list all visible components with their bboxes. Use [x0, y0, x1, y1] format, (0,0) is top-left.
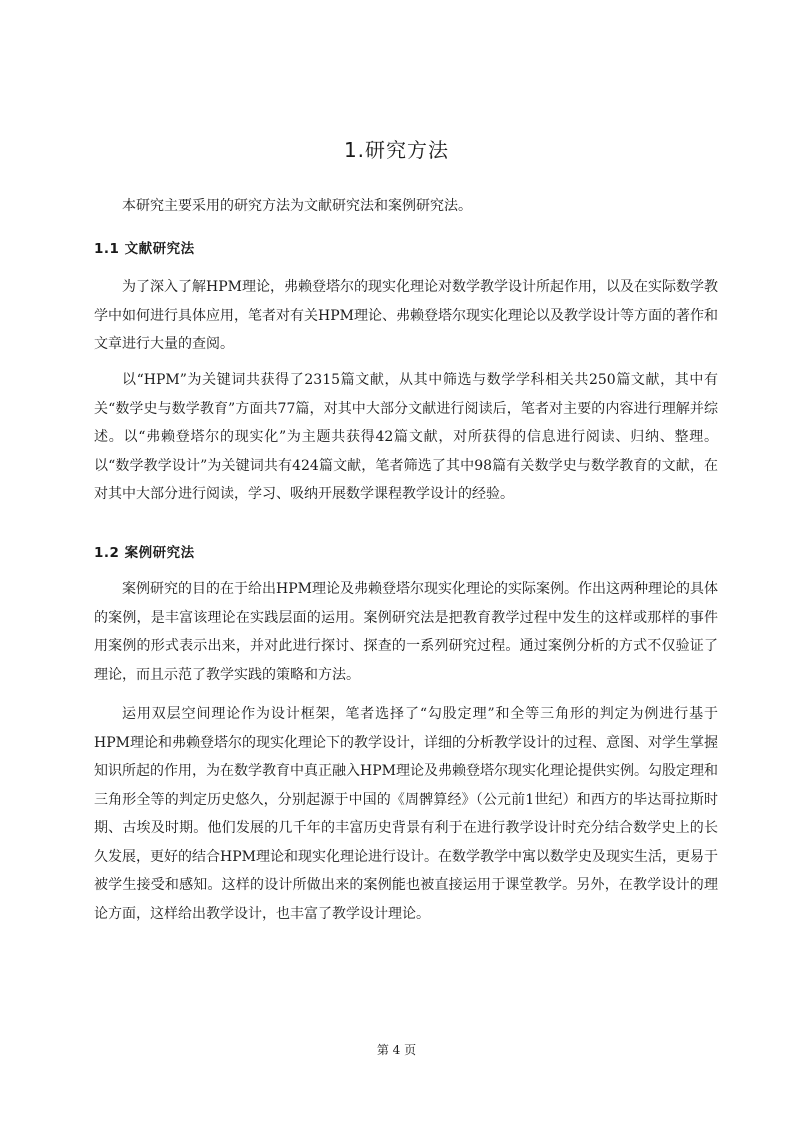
section-heading-case-study: 1.2 案例研究法 — [94, 545, 195, 561]
literature-paragraph-2: 以“HPM”为关键词共获得了2315篇文献，从其中筛选与数学学科相关共250篇文献，其中有关“数学史与数学教育”方面共77篇，对其中大部分文献进行阅读后，笔者对主要的内容进行理解并综述。以“弗赖登塔尔的现实化”为主题共获得42篇文献，对所获得的信息进行阅读、归纳、整理。以“数学教学设计”为关键词共有424篇文献，笔者筛选了其中98篇有关数学史与数学教育的文献，在对其中大部分进行阅读，学习、吸纳开展数学课程教学设计的经验。 — [94, 372, 718, 502]
section-heading-literature: 1.1 文献研究法 — [94, 241, 195, 257]
intro-paragraph: 本研究主要采用的研究方法为文献研究法和案例研究法。 — [122, 198, 472, 214]
literature-paragraph-1: 为了深入了解HPM理论，弗赖登塔尔的现实化理论对数学教学设计所起作用，以及在实际数学教学中如何进行具体应用，笔者对有关HPM理论、弗赖登塔尔现实化理论以及教学设计等方面的著作和文章进行大量的查阅。 — [94, 279, 718, 352]
case-study-paragraph-1: 案例研究的目的在于给出HPM理论及弗赖登塔尔现实化理论的实际案例。作出这两种理论的具体的案例，是丰富该理论在实践层面的运用。案例研究法是把教育教学过程中发生的这样或那样的事件用案例的形式表示出来，并对此进行探讨、探查的一系列研究过程。通过案例分析的方式不仅验证了理论，而且示范了教学实践的策略和方法。 — [94, 581, 718, 683]
page-number: 第 4 页 — [376, 1043, 417, 1057]
page-title: 1.研究方法 — [343, 138, 450, 162]
case-study-paragraph-2: 运用双层空间理论作为设计框架，笔者选择了“勾股定理”和全等三角形的判定为例进行基于HPM理论和弗赖登塔尔的现实化理论下的教学设计，详细的分析教学设计的过程、意图、对学生掌握知识所起的作用，为在数学教育中真正融入HPM理论及弗赖登塔尔现实化理论提供实例。勾股定理和三角形全等的判定历史悠久，分别起源于中国的《周髀算经》（公元前1世纪）和西方的毕达哥拉斯时期、古埃及时期。他们发展的几千年的丰富历史背景有利于在进行教学设计时充分结合数学史上的长久发展，更好的结合HPM理论和现实化理论进行设计。在数学教学中寓以数学史及现实生活，更易于被学生接受和感知。这样的设计所做出来的案例能也被直接运用于课堂教学。另外，在教学设计的理论方面，这样给出教学设计，也丰富了教学设计理论。 — [94, 706, 718, 922]
